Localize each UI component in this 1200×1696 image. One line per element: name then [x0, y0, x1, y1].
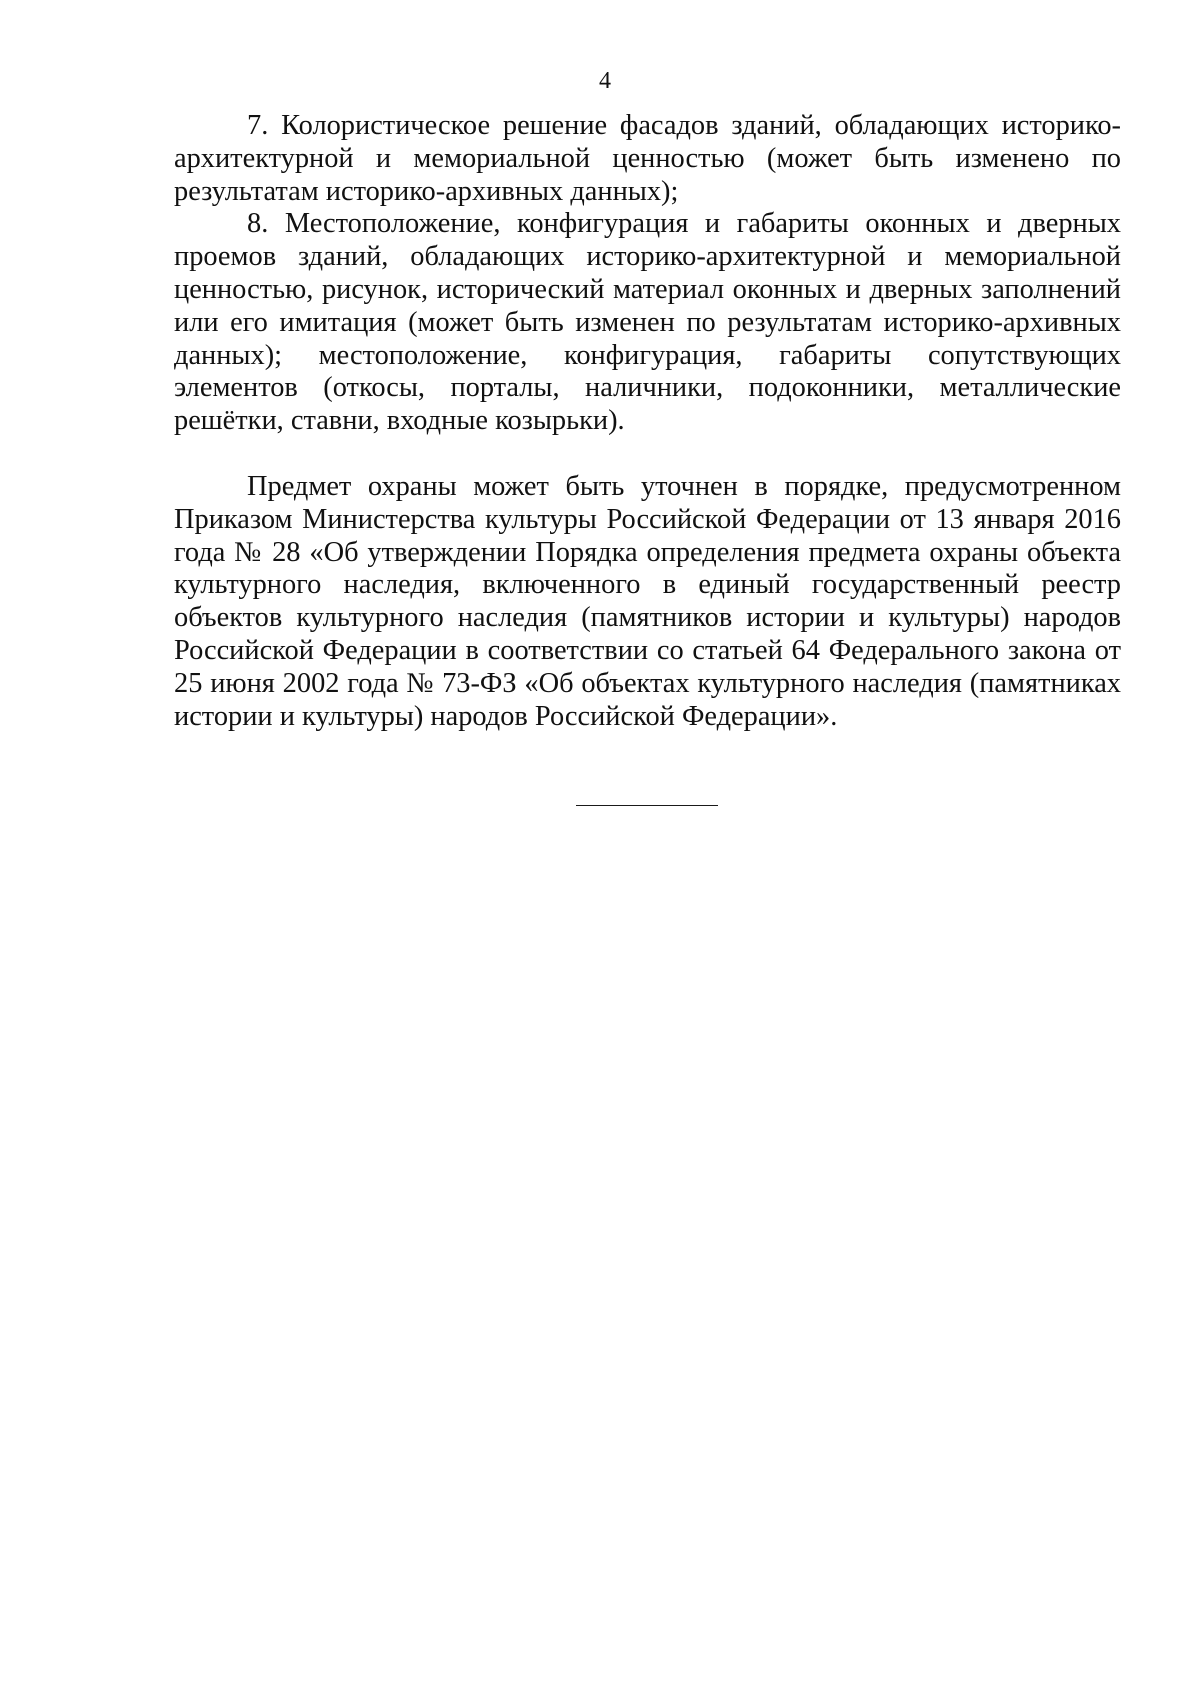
- paragraph-protection-subject: Предмет охраны может быть уточнен в порядке, предусмотренном Приказом Министерства культуры Российской Федерации от 13 января 2016 года № 28 «Об утверждении Порядка определения предмета охраны объекта культурного наследия, включенного в единый государственный реестр объектов культурного наследия (памятников истории и культуры) народов Российской Федерации в соответствии со статьей 64 Федерального закона от 25 июня 2002 года № 73-ФЗ «Об объектах культурного наследия (памятниках истории и культуры) народов Российской Федерации».: [174, 470, 1121, 732]
- document-body: [174, 110, 1121, 733]
- end-of-document-rule: [576, 805, 718, 806]
- paragraph-item-8: 8. Местоположение, конфигурация и габариты оконных и дверных проемов зданий, обладающих историко-архитектурной и мемориальной ценностью, рисунок, исторический материал оконных и дверных заполнений или его имитация (может быть изменен по результатам историко-архивных данных); местоположение, конфигурация, габариты сопутствующих элементов (откосы, порталы, наличники, подоконники, металлические решётки, ставни, входные козырьки).: [174, 208, 1121, 437]
- page-number: 4: [599, 68, 611, 94]
- paragraph-item-7: 7. Колористическое решение фасадов зданий, обладающих историко-архитектурной и мемориальной ценностью (может быть изменено по результатам историко-архивных данных);: [174, 110, 1121, 207]
